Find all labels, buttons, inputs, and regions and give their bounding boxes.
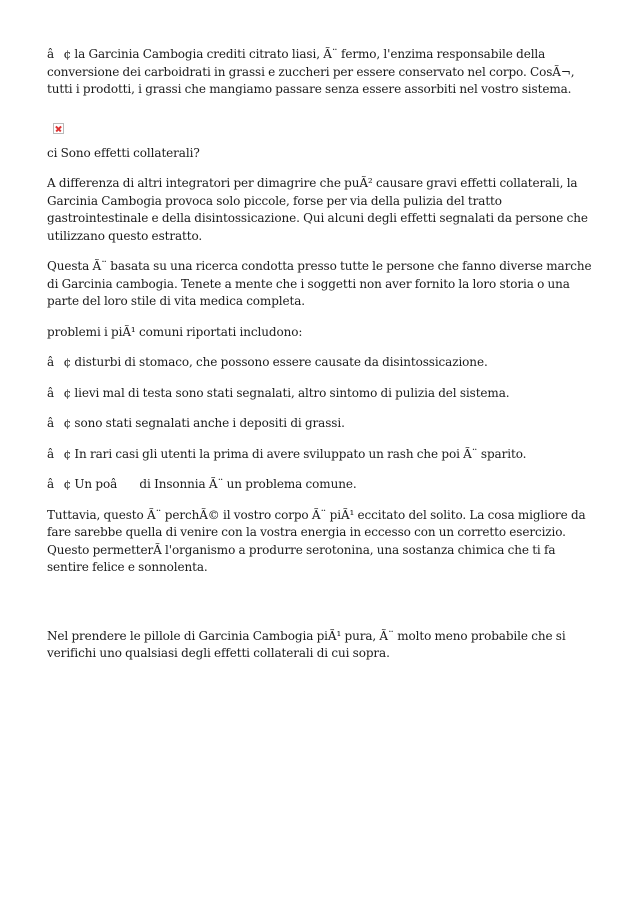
list-item-rash: â¢ In rari casi gli utenti la prima di avere sviluppato un rash che poi Ã¨ sparito. (47, 446, 527, 461)
list-item-headache: â¢ lievi mal di testa sono stati segnalati, altro sintomo di pulizia del sistema. (47, 385, 510, 400)
list-item-insomnia: â¢ Un poâ di Insonnia Ã¨ un problema comune. (47, 477, 357, 491)
spacer (47, 590, 595, 628)
paragraph-common-problems: problemi i piÃ¹ comuni riportati includono: (47, 324, 303, 339)
list-item-fat-deposits: â¢ sono stati segnalati anche i depositi di grassi. (47, 416, 345, 430)
document-page (47, 46, 595, 676)
list-item-stomach: â¢ disturbi di stomaco, che possono essere causate da disintossicazione. (47, 355, 488, 369)
paragraph-conclusion: Nel prendere le pillole di Garcinia Cambogia piÃ¹ pura, Ã¨ molto meno probabile che si verifichi uno qualsiasi degli effetti collaterali di cui sopra. (47, 628, 566, 660)
paragraph-however: Tuttavia, questo Ã¨ perchÃ© il vostro corpo Ã¨ piÃ¹ eccitato del solito. La cosa migliore da fare sarebbe quella di venire con la vostra energia in eccesso con un corretto esercizio. Questo permetterÃ l'organismo a produrre serotonina, una sostanza chimica che ti fa sentire felice e sonnolenta. (47, 507, 586, 574)
broken-image-icon (53, 123, 64, 134)
paragraph-research: Questa Ã¨ basata su una ricerca condotta presso tutte le persone che fanno diverse marche di Garcinia cambogia. Tenete a mente che i soggetti non aver fornito la loro storia o una parte del loro stile di vita medica completa. (47, 259, 592, 308)
heading-side-effects: ci Sono effetti collaterali? (47, 145, 200, 160)
paragraph-comparison: A differenza di altri integratori per dimagrire che puÃ² causare gravi effetti collaterali, la Garcinia Cambogia provoca solo piccole, forse per via della pulizia del tratto gastrointestinale e della disintossicazione. Qui alcuni degli effetti segnalati da persone che utilizzano questo estratto. (47, 176, 588, 243)
paragraph-enzyme: â¢ la Garcinia Cambogia crediti citrato liasi, Ã¨ fermo, l'enzima responsabile della conversione dei carboidrati in grassi e zuccheri per essere conservato nel corpo. CosÃ¬, tutti i prodotti, i grassi che mangiamo passare senza essere assorbiti nel vostro sistema. (47, 47, 575, 96)
